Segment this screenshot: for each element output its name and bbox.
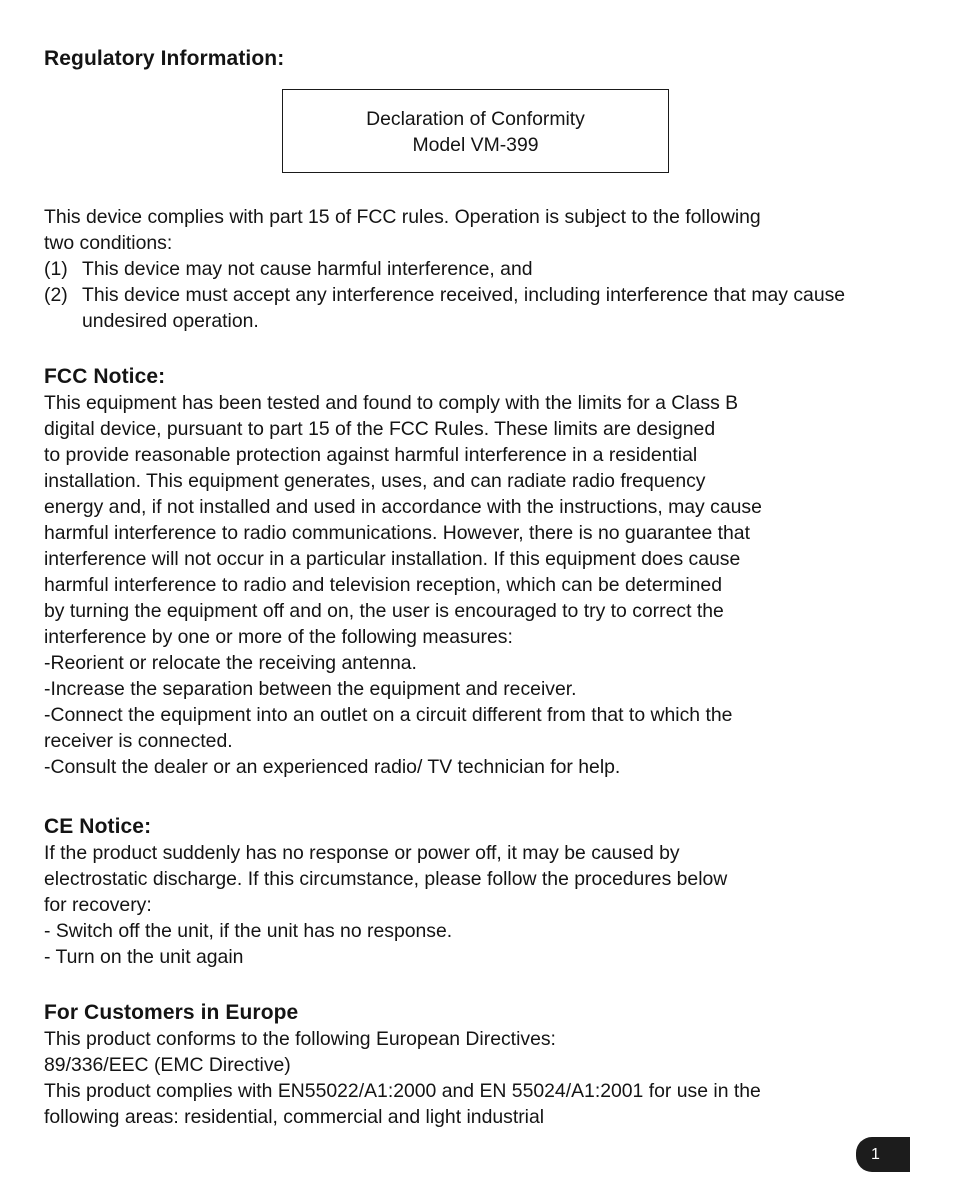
text-line: by turning the equipment off and on, the user is encouraged to try to correct the [44,600,724,622]
text-line: harmful interference to radio communications. However, there is no guarantee that [44,522,750,544]
measure-item: -Consult the dealer or an experienced radio/ TV technician for help. [44,756,621,778]
europe-heading: For Customers in Europe [44,1001,299,1024]
text-line: This equipment has been tested and found to comply with the limits for a Class B [44,392,739,414]
text-line: This device complies with part 15 of FCC rules. Operation is subject to the following [44,206,761,228]
fcc-notice-heading: FCC Notice: [44,365,166,388]
condition-text: This device must accept any interference received, including interference that may cause undesired operation. [82,284,846,332]
recovery-step: - Turn on the unit again [44,946,244,968]
text-line: installation. This equipment generates, uses, and can radiate radio frequency [44,470,706,492]
directive-line: 89/336/EEC (EMC Directive) [44,1054,291,1076]
condition-number: (1) [44,258,68,280]
text-line: digital device, pursuant to part 15 of the FCC Rules. These limits are designed [44,418,716,440]
condition-item [44,256,924,282]
text-line: to provide reasonable protection against harmful interference in a residential [44,444,698,466]
declaration-box [282,89,669,173]
measure-item: receiver is connected. [44,730,233,752]
measure-item: -Increase the separation between the equipment and receiver. [44,678,577,700]
text-line: If the product suddenly has no response or power off, it may be caused by [44,842,680,864]
model-number: Model VM-399 [412,134,539,156]
text-line: interference will not occur in a particular installation. If this equipment does cause [44,548,741,570]
fcc-compliance-statement [44,204,924,334]
ce-notice-heading: CE Notice: [44,815,152,838]
measure-item: -Connect the equipment into an outlet on a circuit different from that to which the [44,704,733,726]
condition-number: (2) [44,284,68,306]
recovery-step: - Switch off the unit, if the unit has no response. [44,920,453,942]
declaration-title: Declaration of Conformity [366,108,585,130]
ce-notice-section [44,814,727,970]
fcc-notice-section [44,364,762,780]
text-line: harmful interference to radio and television reception, which can be determined [44,574,722,596]
measure-item: -Reorient or relocate the receiving antenna. [44,652,417,674]
regulatory-heading: Regulatory Information: [44,47,285,70]
page-number-tab: 1 [856,1137,910,1172]
text-line: This product complies with EN55022/A1:2000 and EN 55024/A1:2001 for use in the [44,1080,761,1102]
text-line: for recovery: [44,894,152,916]
text-line: energy and, if not installed and used in accordance with the instructions, may cause [44,496,762,518]
condition-text: This device may not cause harmful interference, and [82,258,533,280]
europe-section [44,1000,761,1130]
condition-item [44,282,924,334]
text-line: interference by one or more of the following measures: [44,626,513,648]
text-line: two conditions: [44,232,173,254]
text-line: electrostatic discharge. If this circumstance, please follow the procedures below [44,868,728,890]
text-line: This product conforms to the following European Directives: [44,1028,556,1050]
text-line: following areas: residential, commercial and light industrial [44,1106,545,1128]
